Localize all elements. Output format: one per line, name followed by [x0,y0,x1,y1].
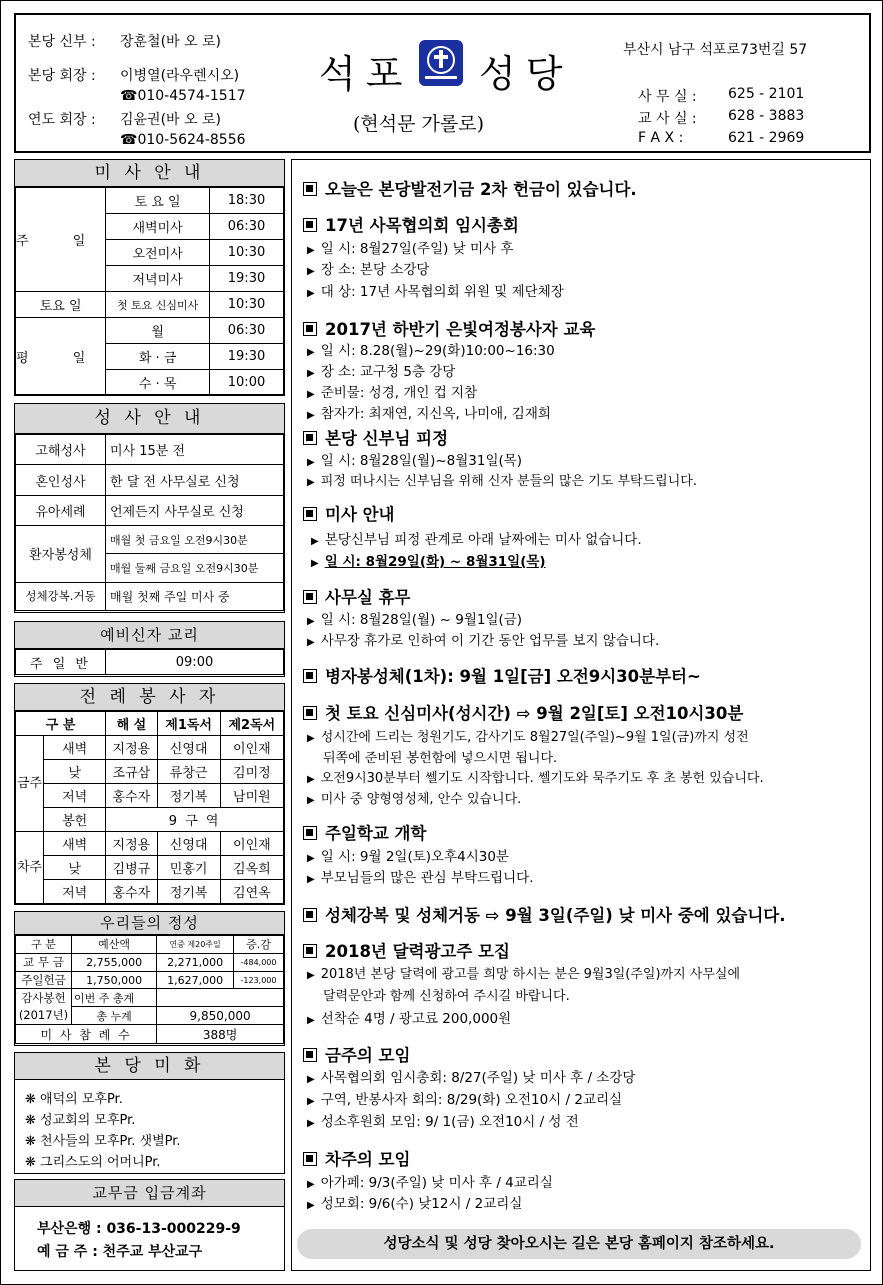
notice-bullet: 달력문안과 함께 신청하여 주시길 바랍니다. [323,989,570,1004]
pastor-label: 본당 신부 : [28,34,96,50]
flower-item: ❋ 천사들의 모후Pr. 샛별Pr. [25,1134,181,1149]
notice-bullet: ▶ 장 소: 교구청 5층 강당 [307,364,456,380]
chair-name: 이병열(라우렌시오) [120,68,240,84]
mass-name: 새벽미사 [106,214,210,240]
notice-bullet: ▶ 대 상: 17년 사목협의회 위원 및 제단체장 [307,284,564,300]
liturgy-cell: 저녁 [44,880,106,904]
total-label: 총 누계 [72,1007,157,1025]
liturgy-cell: 정기복 [157,784,220,808]
address: 부산시 남구 석포로73번길 57 [623,42,808,58]
sacrament-title: 성 사 안 내 [15,404,284,434]
notice-bullet: ▶ 2018년 본당 달력에 광고를 희망 하시는 분은 9월3일(주일)까지 사무실에 [307,967,741,982]
sick-communion-2: 매월 둘째 금요일 오전9시30분 [106,554,284,582]
liturgy-cell: 정기복 [157,880,220,904]
sacrament-value: 한 달 전 사무실로 신청 [106,465,284,495]
liturgy-cell: 지정용 [106,736,157,760]
teacher-phone: 628 - 3883 [728,108,805,124]
yd-phone: ☎010-5624-8556 [120,132,246,148]
notice-bullet: ▶ 성소후원회 모임: 9/ 1(금) 오전10시 / 성 전 [307,1114,579,1130]
notice-bullet: ▶ 일 시: 8월27일(주일) 낮 미사 후 [307,241,514,257]
offering-cell: 1,627,000 [157,971,234,989]
sacrament-value: 미사 15분 전 [106,435,284,465]
offering-cell: 1,750,000 [72,971,157,989]
liturgy-cell: 김미정 [220,760,283,784]
bank-number: 부산은행 : 036-13-000229-9 [37,1221,241,1237]
liturgy-head: 구 분 [16,712,106,736]
sacrament-table [15,434,284,611]
mass-time: 10:30 [210,292,284,318]
notice-bullet: ▶ 일 시: 8.28(월)~29(화)10:00~16:30 [307,343,555,359]
mass-name: 저녁미사 [106,266,210,292]
notice-heading: 병자봉성체(1차): 9월 1일[금] 오전9시30분부터~ [303,663,701,687]
attendance-value: 388명 [157,1025,284,1044]
offering-cell: -123,000 [234,971,284,989]
church-name-right: 성당 [479,52,573,96]
this-week-label: 금주 [16,736,44,832]
liturgy-table [15,711,284,904]
offering-cell: 주일헌금 [16,971,72,989]
church-logo [419,40,463,86]
notice-heading: 2017년 하반기 은빛여정봉사자 교육 [303,316,595,340]
liturgy-cell: 새벽 [44,736,106,760]
mass-name: 첫 토요 신심미사 [106,292,210,318]
week-total-label: 이번 주 총계 [72,989,157,1007]
liturgy-cell: 류창근 [157,760,220,784]
mass-time: 10:30 [210,240,284,266]
office-label: 사 무 실 : [638,89,697,105]
liturgy-cell: 낮 [44,856,106,880]
eucharist-label: 성체강복.거동 [16,582,106,610]
notice-bullet: ▶ 성모회: 9/6(수) 낮12시 / 2교리실 [307,1196,523,1212]
liturgy-cell: 지정용 [106,832,157,856]
offering-cell: -484,000 [234,953,284,971]
liturgy-head: 해 설 [106,712,157,736]
mass-time: 18:30 [210,188,284,214]
liturgy-cell: 김옥희 [220,856,283,880]
notice-heading: 첫 토요 신심미사(성시간) ⇨ 9월 2일[토] 오전10시30분 [303,700,743,724]
offering-cell: 교 무 금 [16,953,72,971]
thanks-year: (2017년) [16,1007,72,1025]
liturgy-cell: 조규삼 [106,760,157,784]
catechumen-title: 예비신자 교리 [15,622,284,649]
sacrament-name: 유아세례 [16,495,106,525]
sunday-label: 주 일 [16,188,106,292]
liturgy-cell: 남미원 [220,784,283,808]
fax-label: F A X : [638,130,684,146]
liturgy-head: 제1독서 [157,712,220,736]
notice-bullet: ▶ 본당신부님 피정 관계로 아래 날짜에는 미사 없습니다. [311,532,642,548]
liturgy-head: 제2독서 [220,712,283,736]
liturgy-cell: 신영대 [157,832,220,856]
notice-heading: 사무실 휴무 [303,584,410,608]
offering-head: 구 분 [16,936,72,954]
notice-bullet: ▶ 선착순 4명 / 광고료 200,000원 [307,1011,512,1027]
notice-bullet: ▶ 일 시: 8월29일(화) ~ 8월31일(목) [311,554,546,570]
mass-title: 미 사 안 내 [15,160,284,187]
sick-communion-1: 매월 첫 금요일 오전9시30분 [106,526,284,554]
sick-communion-label: 환자봉성체 [16,526,106,583]
notice-bullet: ▶ 아가페: 9/3(주일) 낮 미사 후 / 4교리실 [307,1175,553,1191]
notice-bullet: ▶ 부모님들의 많은 관심 부탁드립니다. [307,870,534,886]
mass-time: 06:30 [210,214,284,240]
thanks-label: 감사봉헌 [16,989,72,1007]
mass-time: 19:30 [210,266,284,292]
offering-report [14,911,285,1046]
notice-bullet: ▶ 준비물: 성경, 개인 컵 지참 [307,385,478,401]
sacrament-value: 언제든지 사무실로 신청 [106,495,284,525]
notice-bullet: ▶ 피정 떠나시는 신부님을 위해 신자 분들의 많은 기도 부탁드립니다. [307,474,697,489]
liturgy-cell: 홍수자 [106,784,157,808]
notice-bullet: ▶ 성시간에 드리는 청원기도, 감사기도 8월27일(주일)~9월 1일(금)까지 성전 [307,730,749,745]
mass-name: 월 [106,318,210,344]
weekday-label: 평 일 [16,318,106,395]
offering-cell: 2,271,000 [157,953,234,971]
notice-bullet: ▶ 장 소: 본당 소강당 [307,262,430,278]
catechumen-class [14,621,285,677]
notice-heading: 차주의 모임 [303,1146,410,1170]
flower-title: 본 당 미 화 [15,1053,284,1080]
liturgy-cell: 민홍기 [157,856,220,880]
notice-bullet: ▶ 참자가: 최재연, 지신옥, 나미애, 김재희 [307,406,551,422]
notice-heading: 2018년 달력광고주 모집 [303,938,510,962]
liturgy-cell: 신영대 [157,736,220,760]
fax-number: 621 - 2969 [728,130,805,146]
liturgy-cell: 김병규 [106,856,157,880]
notice-heading: 미사 안내 [303,501,395,525]
bank-account [14,1179,285,1271]
mass-time: 06:30 [210,318,284,344]
notice-bullet: ▶ 오전9시30분부터 쎌기도 시작합니다. 쎌기도와 묵주기도 후 초 봉헌 있습니다. [307,771,764,786]
liturgy-cell: 이인재 [220,736,283,760]
notice-bullet: ▶ 일 시: 8월28일(월) ~ 9월1일(금) [307,612,523,628]
mass-time: 19:30 [210,344,284,370]
teacher-label: 교 사 실 : [638,111,697,127]
notice-heading: 금주의 모임 [303,1042,410,1066]
offertory-label: 봉헌 [44,808,106,832]
yd-label: 연도 회장 : [28,112,96,128]
homepage-banner: 성당소식 및 성당 찾아오시는 길은 본당 홈페이지 참조하세요. [297,1229,861,1259]
notice-heading: 주일학교 개학 [303,820,426,844]
sacrament-name: 고해성사 [16,435,106,465]
offering-head: 연중 제20주일 [157,936,234,954]
liturgy-cell: 이인재 [220,832,283,856]
pastor-name: 장훈철(바 오 로) [120,34,221,50]
total-value: 9,850,000 [157,1007,284,1025]
notice-bullet: ▶ 구역, 반봉사자 회의: 8/29(화) 오전10시 / 2교리실 [307,1092,623,1108]
attendance-label: 미 사 참 례 수 [16,1025,157,1044]
account-title: 교무금 입금계좌 [15,1180,284,1207]
offering-title: 우리들의 정성 [15,912,284,935]
saturday-label: 토요 일 [16,292,106,318]
offertory-value: 9 구 역 [106,808,284,832]
account-holder: 예 금 주 : 천주교 부산교구 [37,1244,203,1260]
catechumen-day: 주 일 반 [16,650,106,675]
mass-table [15,187,284,395]
liturgy-cell: 낮 [44,760,106,784]
mass-name: 화 · 금 [106,344,210,370]
flower-team [14,1052,285,1174]
sacrament-info [14,403,285,613]
notice-bullet: ▶ 일 시: 9월 2일(토)오후4시30분 [307,849,509,865]
notice-bullet: ▶ 일 시: 8월28일(월)~8월31일(목) [307,453,523,469]
yd-name: 김윤권(바 오 로) [120,112,221,128]
notice-bullet: ▶ 미사 중 양형영성체, 안수 있습니다. [307,792,522,807]
offering-head: 예산액 [72,936,157,954]
notice-bullet: 뒤쪽에 준비된 봉헌함에 넣으시면 됩니다. [323,751,558,766]
mass-schedule [14,159,285,396]
mass-name: 오전미사 [106,240,210,266]
church-patron: (현석문 가롤로) [353,113,484,135]
eucharist-value: 매월 첫째 주일 미사 중 [106,582,284,610]
flower-item: ❋ 애덕의 모후Pr. [25,1092,123,1107]
chair-phone: ☎010-4574-1517 [120,88,246,104]
notice-heading: 성체강복 및 성체거동 ⇨ 9월 3일(주일) 낮 미사 중에 있습니다. [303,902,786,926]
liturgy-cell: 홍수자 [106,880,157,904]
mass-name: 수 · 목 [106,370,210,395]
chair-label: 본당 회장 : [28,68,96,84]
next-week-label: 차주 [16,832,44,904]
notice-bullet: ▶ 사무장 휴가로 인하여 이 기간 동안 업무를 보지 않습니다. [307,633,660,649]
liturgy-cell: 새벽 [44,832,106,856]
flower-item: ❋ 그리스도의 어머니Pr. [25,1155,161,1170]
offering-table [15,935,284,1044]
liturgy-cell: 저녁 [44,784,106,808]
notice-bullet: ▶ 사목협의회 임시총회: 8/27(주일) 낮 미사 후 / 소강당 [307,1070,636,1086]
notice-heading: 본당 신부님 피정 [303,425,448,449]
church-name-left: 석포 [319,52,413,96]
offering-head: 증.감 [234,936,284,954]
mass-name: 토 요 일 [106,188,210,214]
sacrament-name: 혼인성사 [16,465,106,495]
catechumen-time: 09:00 [106,650,284,675]
liturgy-servers [14,683,285,905]
mass-time: 10:00 [210,370,284,395]
notice-heading: 17년 사목협의회 임시총회 [303,212,519,236]
office-phone: 625 - 2101 [728,86,805,102]
notice-heading: 오늘은 본당발전기금 2차 헌금이 있습니다. [303,176,637,200]
flower-item: ❋ 성교회의 모후Pr. [25,1113,136,1128]
liturgy-cell: 김연옥 [220,880,283,904]
liturgy-title: 전 례 봉 사 자 [15,684,284,711]
offering-cell: 2,755,000 [72,953,157,971]
